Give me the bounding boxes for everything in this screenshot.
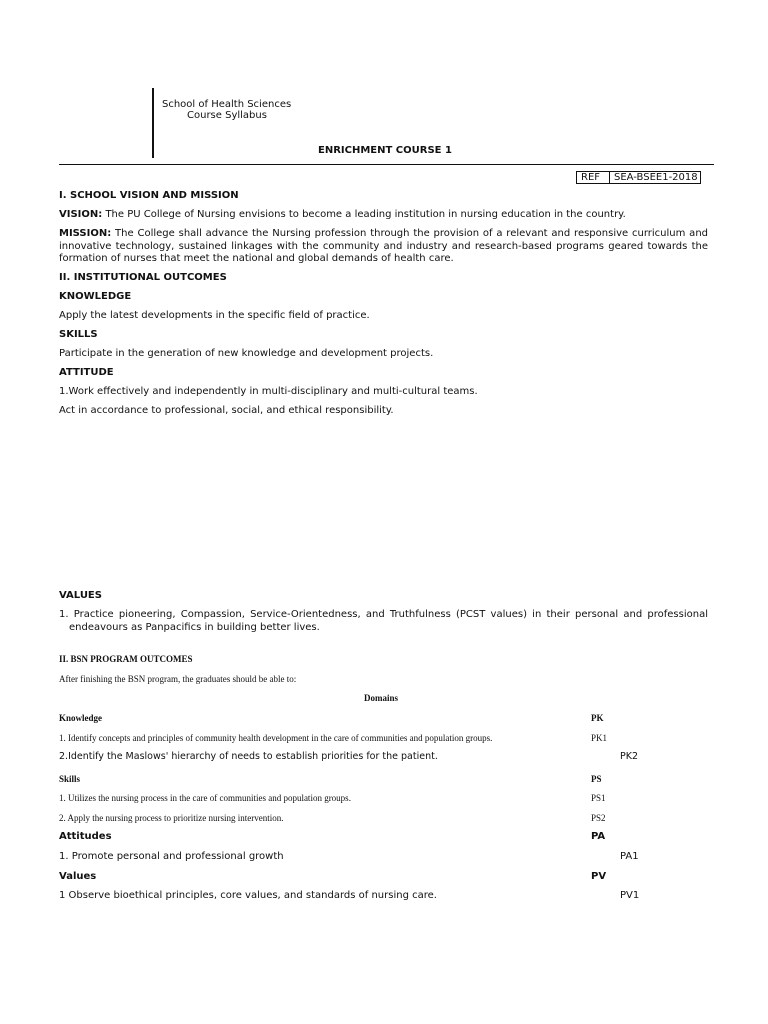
course-title: ENRICHMENT COURSE 1 bbox=[318, 145, 452, 156]
vision-paragraph bbox=[59, 209, 708, 222]
domains-label: Domains bbox=[364, 693, 399, 703]
knowledge-outcome-1: 1. Identify concepts and principles of community health development in the care of communities and population groups. bbox=[59, 733, 493, 743]
mission-text: The College shall advance the Nursing profession through the provision of a relevant and responsive curriculum and innovative technology, sustained linkages with the community and industry and research-based programs geared towards the formation of nurses that meet the national and global demands of health care. bbox=[59, 228, 708, 264]
skills-heading: SKILLS bbox=[59, 329, 98, 340]
mission-paragraph bbox=[59, 228, 708, 266]
institutional-outcomes-heading: II. INSTITUTIONAL OUTCOMES bbox=[59, 272, 227, 283]
skills-domain-code: PS bbox=[591, 774, 602, 784]
skills-domain-label: Skills bbox=[59, 774, 81, 784]
values-text: 1. Practice pioneering, Compassion, Service-Orientedness, and Truthfulness (PCST values) in their personal and professional endeavours as Panpacifics in building better lives. bbox=[59, 609, 708, 633]
attitudes-outcome-1-code: PA1 bbox=[620, 851, 639, 862]
ref-label: REF bbox=[577, 172, 610, 183]
bsn-intro: After finishing the BSN program, the graduates should be able to: bbox=[59, 674, 297, 684]
values-heading: VALUES bbox=[59, 590, 102, 601]
values-outcome-1-code: PV1 bbox=[620, 890, 640, 901]
ref-box bbox=[576, 171, 701, 184]
school-name: School of Health Sciences bbox=[162, 99, 292, 110]
skills-text: Participate in the generation of new knowledge and development projects. bbox=[59, 348, 434, 359]
knowledge-outcome-2: 2.Identify the Maslows' hierarchy of needs to establish priorities for the patient. bbox=[59, 751, 438, 762]
vision-label: VISION: bbox=[59, 209, 103, 220]
knowledge-heading: KNOWLEDGE bbox=[59, 291, 132, 302]
attitude-text-2: Act in accordance to professional, social, and ethical responsibility. bbox=[59, 405, 394, 416]
values-domain-label: Values bbox=[59, 871, 97, 882]
section-vision-mission-heading: I. SCHOOL VISION AND MISSION bbox=[59, 190, 239, 201]
attitudes-domain-code: PA bbox=[591, 831, 606, 842]
header-divider-vertical bbox=[152, 88, 154, 158]
attitudes-domain-label: Attitudes bbox=[59, 831, 112, 842]
skills-outcome-1: 1. Utilizes the nursing process in the care of communities and population groups. bbox=[59, 793, 351, 803]
header-divider-horizontal bbox=[59, 164, 714, 165]
knowledge-domain-code: PK bbox=[591, 713, 604, 723]
attitude-heading: ATTITUDE bbox=[59, 367, 114, 378]
mission-label: MISSION: bbox=[59, 228, 112, 239]
skills-outcome-1-code: PS1 bbox=[591, 793, 606, 803]
knowledge-text: Apply the latest developments in the specific field of practice. bbox=[59, 310, 370, 321]
skills-outcome-2-code: PS2 bbox=[591, 813, 606, 823]
knowledge-domain-label: Knowledge bbox=[59, 713, 103, 723]
bsn-outcomes-heading: II. BSN PROGRAM OUTCOMES bbox=[59, 654, 193, 664]
vision-text: The PU College of Nursing envisions to become a leading institution in nursing education in the country. bbox=[102, 209, 626, 220]
syllabus-label: Course Syllabus bbox=[187, 110, 267, 121]
attitudes-outcome-1: 1. Promote personal and professional growth bbox=[59, 851, 284, 862]
knowledge-outcome-1-code: PK1 bbox=[591, 733, 608, 743]
values-outcome-1: 1 Observe bioethical principles, core values, and standards of nursing care. bbox=[59, 890, 437, 901]
values-domain-code: PV bbox=[591, 871, 607, 882]
skills-outcome-2: 2. Apply the nursing process to prioritize nursing intervention. bbox=[59, 813, 284, 823]
ref-value: SEA-BSEE1-2018 bbox=[614, 172, 698, 183]
knowledge-outcome-2-code: PK2 bbox=[620, 751, 639, 762]
attitude-text-1: 1.Work effectively and independently in multi-disciplinary and multi-cultural teams. bbox=[59, 386, 478, 397]
